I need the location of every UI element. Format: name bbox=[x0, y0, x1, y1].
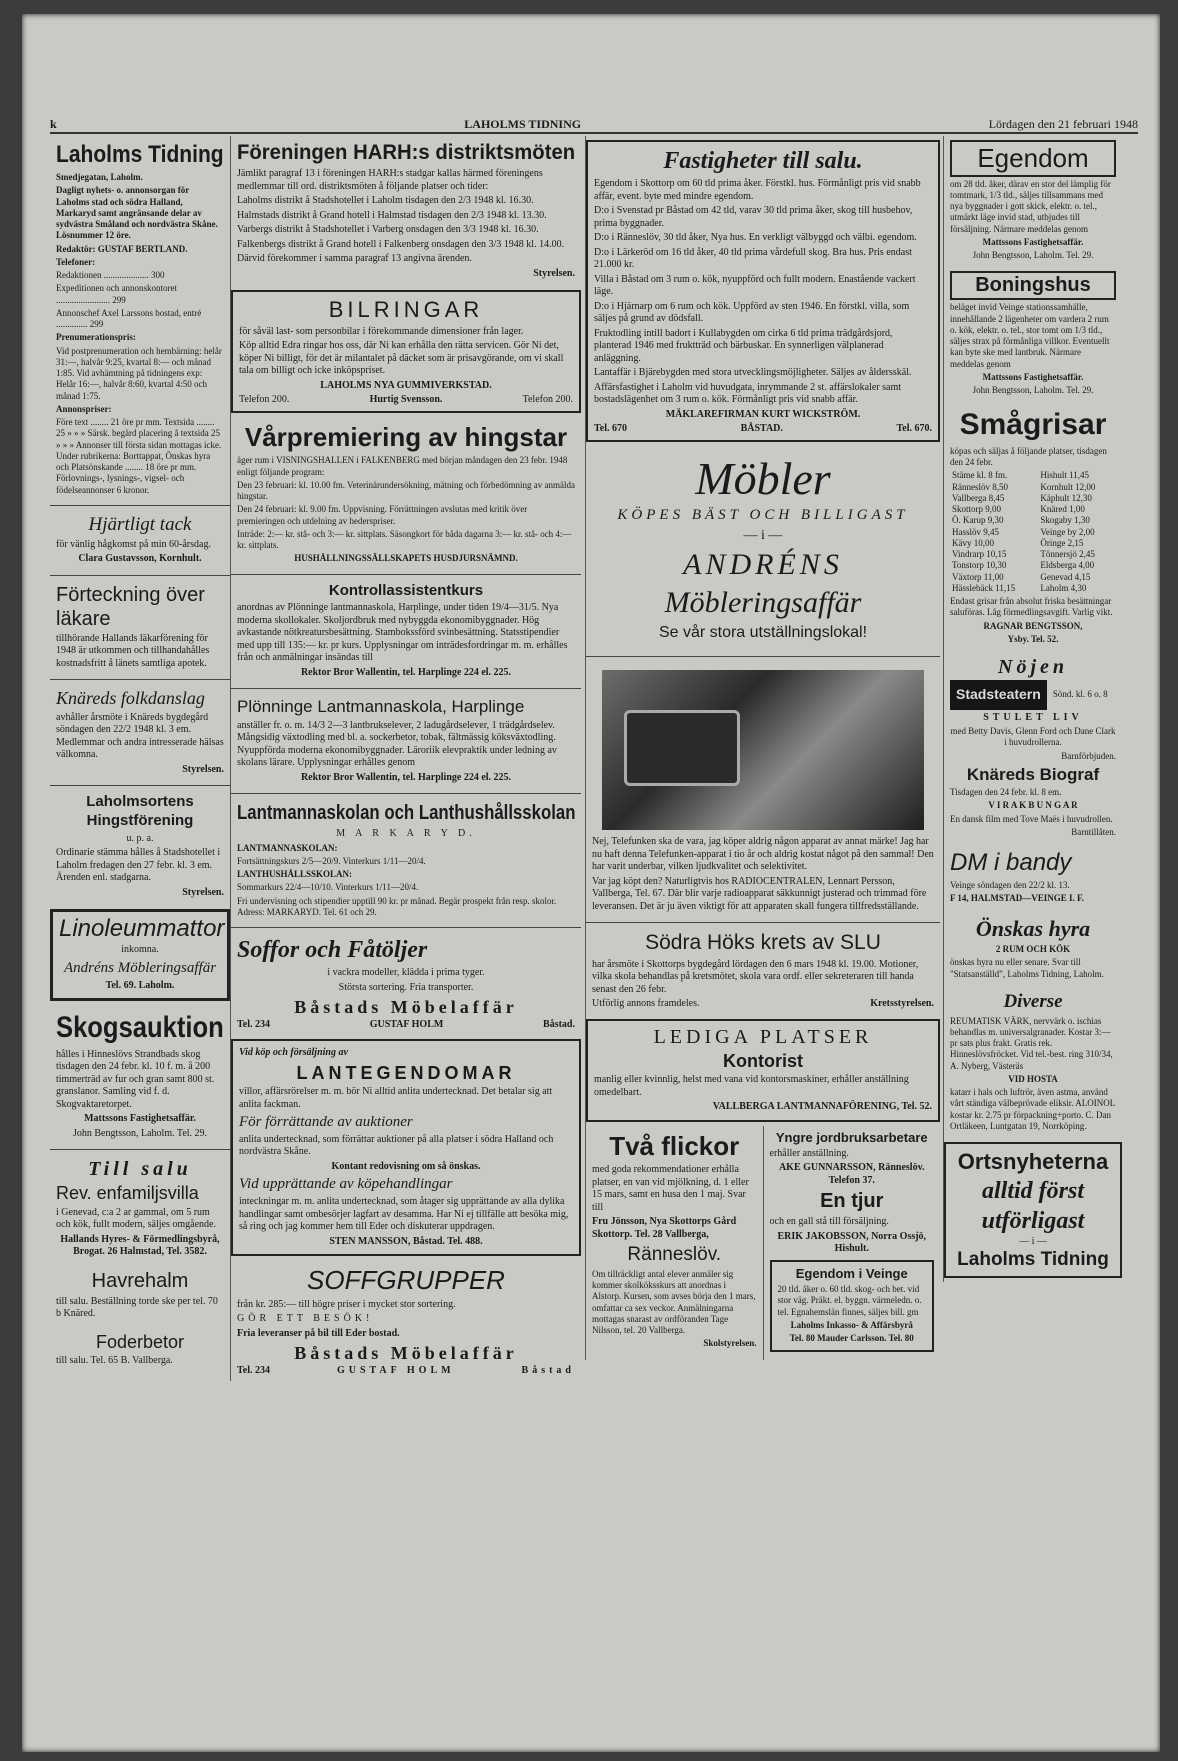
column-4 bbox=[943, 136, 1122, 1282]
ad-text: Nej, Telefunken ska de vara, jag köper aldrig någon apparat av annat märke! Jag har nu haft denna Telefunken-apparat i tio år och aldrig kostat något på den sammal! Den har varit underbar, vilken ljudkvalitet och selektivitet. bbox=[592, 836, 934, 873]
film-text: Tisdagen den 24 febr. kl. 8 em. bbox=[950, 787, 1062, 797]
ad-text: Största sortering. Fria transporter. bbox=[338, 981, 474, 993]
schedule-cell: Käphult 12,30 bbox=[1040, 492, 1092, 503]
ad-dm-bandy bbox=[944, 844, 1122, 911]
ad-text: anlita undertecknad, som förrättar auktioner på alla platser i södra Halland och nordvästra Skåne. bbox=[239, 1133, 554, 1158]
masthead-block bbox=[50, 136, 230, 502]
ad-tel: John Bengtsson, Laholm. Tel. 29. bbox=[72, 1127, 208, 1139]
column-1 bbox=[50, 136, 230, 1374]
ad-item: D:o i Svenstad pr Båstad om 42 tld, varav 30 tld prima åker, skog till husbehov, prima byggnader. bbox=[594, 205, 913, 229]
ad-veinge bbox=[770, 1260, 935, 1353]
ad-title: Soffor och Fåtöljer bbox=[237, 937, 428, 963]
ad-item: Lantaffär i Bjärebygden med stora utvecklingsmöjligheter. Säljes av åldersskäl. bbox=[594, 367, 912, 378]
ad-title: Boningshus bbox=[950, 271, 1116, 300]
ad-text: Om tillräckligt antal elever anmäler sig kommer skolköksskurs att anordnas i Alstorp. Kursen, som avses börja den 1 mars, omfattar ca sex veckor. Anmälningarna mottagas snarast av ordföranden Tage Nilsson, tel. 20 Vallberga. bbox=[592, 1268, 756, 1336]
section-title: Nöjen bbox=[998, 656, 1068, 678]
ad-title: Havrehalm bbox=[91, 1269, 189, 1292]
ad-text: Därvid förekommer i samma paragraf 13 angivna ärenden. bbox=[237, 253, 472, 265]
ad-title: Smågrisar bbox=[959, 408, 1107, 442]
film-text: med Betty Davis, Glenn Ford och Dane Clark i huvudrollerna. bbox=[950, 726, 1116, 748]
ad-title: Förteckning över läkare bbox=[56, 583, 205, 630]
ad-title: Diverse bbox=[1003, 990, 1063, 1012]
schedule-cell: Veinge by 2,00 bbox=[1040, 526, 1095, 537]
radio-photo bbox=[602, 670, 924, 830]
schedule-cell: Kornhult 12,00 bbox=[1040, 481, 1096, 492]
ad-footer bbox=[592, 998, 934, 1011]
ad-title: Fastigheter till salu. bbox=[663, 148, 863, 174]
ad-sign: Rektor Bror Wallentin, tel. Harplinge 224 el. 225. bbox=[300, 666, 512, 678]
knared-biograf-title: Knäreds Biograf bbox=[966, 764, 1100, 784]
ad-firm: Båstads Möbelaffär bbox=[294, 997, 518, 1017]
ad-text: Köp alltid Edra ringar hos oss, där Ni kan erhålla den rätta servicen. Gör Ni det, köper Ni billigt, för det är milantalet på däcket som är prisavgörande, om vi skall tala om billigt och icke inköpspriset. bbox=[239, 340, 564, 377]
schedule-cell: Tonstorp 10,30 bbox=[952, 560, 1007, 571]
ad-place: Båstad. bbox=[543, 1018, 575, 1030]
header-date: Lördagen den 21 februari 1948 bbox=[988, 117, 1138, 131]
phone-line: Annonschef Axel Larssons bostad, entré .............. 299 bbox=[56, 307, 202, 329]
schedule-cell: Knäred 1,00 bbox=[1040, 504, 1085, 514]
ad-tel: John Bengtsson, Laholm. Tel. 29. bbox=[972, 385, 1094, 395]
ad-firm: Mattssons Fastighetsaffär. bbox=[982, 371, 1084, 382]
ad-tel: Telefon 200. bbox=[522, 394, 573, 406]
ad-title: Möbler bbox=[695, 452, 831, 504]
schedule-table bbox=[950, 470, 1116, 594]
ad-subtitle: Rev. enfamiljsvilla bbox=[56, 1183, 199, 1204]
ad-item: Falkenbergs distrikt å Grand hotell i Falkenberg onsdagen den 3/3 1948 kl. 14.00. bbox=[237, 238, 565, 250]
ad-forteckning bbox=[50, 579, 230, 677]
schedule-cell: Skottorp 9,00 bbox=[952, 504, 1002, 514]
schedule-cell: Genevad 4,15 bbox=[1040, 571, 1091, 582]
ad-title: Linoleummattor bbox=[59, 915, 225, 942]
ad-title: Skogsauktion bbox=[56, 1011, 224, 1045]
ad-lediga-platser bbox=[586, 1019, 940, 1122]
promo-line: Ortsnyheterna bbox=[957, 1149, 1109, 1174]
ad-sign: AKE GUNNARSSON, Ränneslöv. Telefon 37. bbox=[778, 1162, 925, 1186]
ad-text: köpas och säljas å följande platser, tisdagen den 24 febr. bbox=[950, 445, 1107, 467]
ad-owner: GUSTAF HOLM bbox=[369, 1018, 444, 1030]
ad-title: LANTEGENDOMAR bbox=[296, 1062, 516, 1083]
ad-sign: Fru Jönsson, Nya Skottorps Gård Skottorp. Tel. 28 Vallberga, bbox=[592, 1216, 737, 1240]
ad-footer bbox=[239, 394, 573, 407]
schedule-row bbox=[950, 504, 1116, 515]
ad-text: och en gall stå till försäljning. bbox=[769, 1216, 889, 1228]
ad-text: GÖR ETT BESÖK! bbox=[237, 1313, 374, 1324]
prices-label: Prenumerationspris: bbox=[56, 332, 136, 343]
masthead-title: Laholms Tidning bbox=[56, 141, 224, 168]
ad-right-stack bbox=[763, 1126, 941, 1361]
column-3 bbox=[585, 136, 940, 1360]
ad-tel: Tel. 234 bbox=[237, 1018, 270, 1030]
ad-onskas-hyra bbox=[944, 911, 1122, 986]
header-title: LAHOLMS TIDNING bbox=[464, 117, 582, 131]
promo-line: alltid först bbox=[981, 1177, 1084, 1204]
ads-label: Annonspriser: bbox=[56, 403, 112, 414]
ad-title: Foderbetor bbox=[95, 1331, 185, 1352]
film-note: Barntillåten. bbox=[1071, 826, 1116, 837]
ad-sign: Rektor Bror Wallentin, tel. Harplinge 224 el. 225. bbox=[300, 771, 512, 783]
ad-item: Fruktodling intill badort i Kullabygden om cirka 6 tld prima trädgårdsjord, planterad 1946 med fruktträd och bärbuskar. En synnerligen välplanerad anläggning. bbox=[594, 327, 893, 364]
ad-text: katarr i hals och luftrör, även astma, använd vårt ständiga välbeprövade eliksir. ALOINOL kostar kr. 2.75 pr förpackning+porto. C. Dan Ortläkeen, Luntgatan 19, Norrköping. bbox=[950, 1087, 1115, 1131]
ad-firm: Mattssons Fastighetsaffär. bbox=[982, 236, 1084, 247]
schedule-row bbox=[950, 583, 1116, 594]
schedule-cell: Kävy 10,00 bbox=[952, 537, 994, 548]
ad-sign: Clara Gustavsson, Kornhult. bbox=[78, 553, 202, 564]
schedule-cell: Vindrarp 10,15 bbox=[952, 549, 1007, 559]
ad-harh bbox=[231, 136, 581, 286]
ad-soffor bbox=[231, 931, 581, 1035]
ad-text: i Genevad, c:a 2 ar gammal, om 5 rum och kök, fullt modern, säljes omgående. bbox=[56, 1206, 216, 1231]
ad-title: Två flickor bbox=[609, 1130, 740, 1161]
ad-tel: Tel. 69. Laholm. bbox=[105, 979, 175, 991]
ad-item: Halmstads distrikt å Grand hotell i Halmstad tisdagen den 2/3 1948 kl. 13.30. bbox=[237, 209, 547, 221]
ad-teams: F 14, HALMSTAD—VEINGE I. F. bbox=[950, 893, 1084, 904]
ad-firm: Båstads Möbelaffär bbox=[294, 1343, 518, 1363]
ad-text: Utförlig annons framdeles. bbox=[592, 998, 700, 1010]
ad-subtitle: Vid upprättande av köpehandlingar bbox=[239, 1176, 453, 1193]
ad-text: Var jag köpt den? Naturligtvis hos RADIOCENTRALEN, Lennart Persson, Vallberga, Tel. 67. Där blir varje radioapparat säkkunnigt justerad och trimmad före leveransen. Det är ju även viktigt för att apparaten skall fungera tillfredsställande. bbox=[592, 875, 927, 912]
ad-text: från kr. 285:— till högre priser i mycket stor sortering. bbox=[237, 1298, 456, 1310]
ad-title: DM i bandy bbox=[950, 849, 1072, 876]
ad-sign: ERIK JAKOBSSON, Norra Ossjö, Hishult. bbox=[777, 1230, 927, 1255]
ad-tel: Telefon 200. bbox=[239, 394, 290, 406]
ad-plonninge bbox=[231, 692, 581, 790]
ad-hingstforening bbox=[50, 789, 230, 905]
ad-text: KÖPES BÄST OCH BILLIGAST bbox=[617, 507, 909, 524]
ad-item: D:o i Lärkeröd om 16 tld åker, 40 tld prima vårdefull skog. Bra hus. Pris endast 21.000 kr. bbox=[594, 246, 912, 270]
ad-line: LANTHUSHÅLLSSKOLAN: bbox=[237, 869, 353, 879]
ad-text: Kontant redovisning om så önskas. bbox=[331, 1160, 481, 1172]
ad-text: villor, affärsrörelser m. m. bör Ni alltid anlita undertecknad. Det betalar sig att anlita fackman. bbox=[239, 1086, 553, 1110]
ad-text: 20 tld. åker o. 60 tld. skog- och bet. vid stor väg. Präkt. el. byggn. värmeledn. o. tel. Egnahemslän finnes, säljes bill. gm bbox=[777, 1284, 922, 1317]
ad-text: manlig eller kvinnlig, helst med vana vid kontorsmaskiner, erhåller anställning omedelbart. bbox=[594, 1074, 909, 1098]
ad-mobler bbox=[586, 446, 940, 654]
schedule-row bbox=[950, 527, 1116, 538]
ad-sep: — i — bbox=[743, 527, 783, 543]
ad-till-salu bbox=[50, 1153, 230, 1265]
ad-text: äger rum i VISNINGSHALLEN i FALKENBERG med början måndagen den 23 febr. 1948 enligt följande program: bbox=[237, 455, 568, 477]
prices-text: Vid postprenumeration och hembärning: helår 31:—, halvår 9:25, kvartal 8:— och månad 1:85. Vid avhämtning på tidningens exp: Helår 16:—, halvår 8:60, kvartal 4:50 och månad 1:75. bbox=[56, 345, 222, 401]
film-note: Barnförbjuden. bbox=[1061, 750, 1116, 761]
ad-text: för vänlig hågkomst på min 60-årsdag. bbox=[56, 538, 211, 550]
ad-firm2: Möbleringsaffär bbox=[664, 585, 862, 619]
promo-line: utförligast bbox=[981, 1207, 1085, 1234]
schedule-cell: Ränneslöv 8,50 bbox=[952, 481, 1008, 492]
ad-text: för såväl last- som personbilar i förekommande dimensioner från lager. bbox=[239, 325, 524, 337]
ad-title: En tjur bbox=[820, 1190, 884, 1213]
ad-foderbetor bbox=[50, 1327, 230, 1374]
ad-footer bbox=[237, 1019, 575, 1032]
ad-item: Laholms distrikt å Stadshotellet i Laholm tisdagen den 2/3 1948 kl. 16.30. bbox=[237, 195, 534, 207]
ad-title: Föreningen HARH:s distriktsmöten bbox=[237, 141, 576, 164]
ad-subtitle: Ränneslöv. bbox=[627, 1244, 722, 1266]
ad-item: D:o i Ränneslöv, 30 tld åker, Nya hus. En verkligt välbyggd och välbi. egendom. bbox=[594, 232, 917, 243]
ad-sub: u. p. a. bbox=[126, 832, 154, 844]
ad-egendom bbox=[944, 136, 1122, 267]
ad-title: Laholmsortens Hingstförening bbox=[86, 793, 194, 829]
ad-subtitle: VID HOSTA bbox=[1008, 1073, 1058, 1084]
ad-sub: M A R K A R Y D. bbox=[336, 828, 476, 839]
schedule-cell: Hässlebäck 11,15 bbox=[952, 582, 1016, 593]
ad-boningshus bbox=[944, 267, 1122, 402]
film-title: V I R A K B U N G A R bbox=[988, 800, 1078, 811]
ad-skogsauktion bbox=[50, 1005, 230, 1146]
masthead-editor: Redaktör: GUSTAF BERTLAND. bbox=[56, 243, 188, 254]
ad-text: avhåller årsmöte i Knäreds bygdegård söndagen den 22/2 1948 kl. 3 em. Medlemmar och andra intresserade hälsas välkomna. bbox=[56, 711, 224, 760]
ad-text: till salu. Tel. 65 B. Vallberga. bbox=[56, 1355, 173, 1367]
ad-line: Sommarkurs 22/4—10/10. Vinterkurs 1/11—20/4. bbox=[237, 882, 419, 893]
ad-sign: Styrelsen. bbox=[533, 267, 575, 279]
ad-title: BILRINGAR bbox=[328, 297, 484, 323]
ad-sign: STEN MANSSON, Båstad. Tel. 488. bbox=[329, 1235, 483, 1247]
stadsteatern-row bbox=[950, 680, 1116, 710]
ad-firm: LAHOLMS NYA GUMMIVERKSTAD. bbox=[320, 379, 492, 391]
ad-text: anordnas av Plönninge lantmannaskola, Harplinge, under tiden 19/4—31/5. Nya moderna skollokaler. Skoljordbruk med nybyggda ekonomibyggnader. Hög avkastande nötkreatursbesättning. Stambokssförd svinbesättning. Statsstipendier med upp till 135:— kr. pr kurs. Upplysningar om inträdesfordringar m. m. erhålles från och anmälningar insändas till bbox=[237, 602, 568, 664]
ad-text: anställer fr. o. m. 14/3 2—3 lantbrukselever, 2 ladugårdselever, 1 trädgårdselev. Mångsidig växtodling med bl. a. sockerbetor, tobak, fältmässig köksväxtodling. Nyuppförda moderna ekonomibyggnader. Läroriik elevpraktik under ledning av skolans lärare. Upplysningar erhålles genom bbox=[237, 719, 557, 768]
schedule-row bbox=[950, 470, 1116, 481]
ad-item: Varbergs distrikt å Stadshotellet i Varberg onsdagen den 3/3 1948 kl. 16.30. bbox=[237, 224, 539, 236]
ad-text: Fri undervisning och stipendier upptill 90 kr. pr månad. Begär prospekt från resp. skolor. Adress: MARKARYD. Tel. 61 och 29. bbox=[237, 895, 557, 917]
ad-ortsnyheterna bbox=[944, 1142, 1122, 1278]
schedule-cell: Öringe 2,15 bbox=[1040, 537, 1084, 548]
schedule-row bbox=[950, 515, 1116, 526]
schedule-cell: Växtorp 11,00 bbox=[952, 571, 1004, 582]
ad-text: inteckningar m. m. anlita undertecknad, som åtager sig upprättande av alla dylika handlingar samt ombesörjer lagfart av desamma. Har Ni ej tillfälle att besöka mig, så ring och jag kommer hem till Eder och diskuterar uppdragen. bbox=[239, 1196, 569, 1232]
ad-kontrollassistentkurs bbox=[231, 578, 581, 686]
ad-text: till salu. Beställning torde ske per tel. 70 b Knäred. bbox=[56, 1295, 218, 1320]
schedule-row bbox=[950, 549, 1116, 560]
ad-title: SOFFGRUPPER bbox=[307, 1265, 505, 1295]
schedule-cell: Laholm 4,30 bbox=[1040, 582, 1087, 593]
schedule-row bbox=[950, 572, 1116, 583]
ad-item: Egendom i Skottorp om 60 tld prima åker. Förstkl. hus. Förmånligt pris vid snabb affär, event. byte med mindre egendom. bbox=[594, 178, 921, 202]
ads-text: Före text ........ 21 öre pr mm. Textsida ........ 25 » » » Särsk. begärd placering å textsida 25 » » » Annonser till första sidan mottagas icke. Under rubrikerna: Borttappat, Önskas hyra och Platsönskande ........ 18 öre pr mm. Förlovnings-, lysnings-, vigsel- och födelseannonser 6 kronor. bbox=[56, 417, 222, 495]
ad-place: Båstad bbox=[521, 1364, 575, 1376]
ad-title: LEDIGA PLATSER bbox=[653, 1025, 873, 1048]
ad-tel: Tel. 670. bbox=[896, 423, 932, 434]
ad-tel: Tel. 234 bbox=[237, 1364, 270, 1376]
schedule-cell: Vallberga 8,45 bbox=[952, 492, 1005, 503]
ad-title: Till salu bbox=[88, 1158, 192, 1181]
ad-subtitle: För förrättande av auktioner bbox=[239, 1114, 413, 1130]
ad-linoleum bbox=[50, 909, 230, 1001]
ad-text: önskas hyra nu eller senare. Svar till "Statsanställd", Laholms Tidning, Laholm. bbox=[950, 957, 1104, 979]
ad-firm: Hallands Hyres- & Förmedlingsbyrå, Brogat. 26 Halmstad, Tel. 3582. bbox=[60, 1233, 220, 1258]
ad-title: Önskas hyra bbox=[975, 915, 1091, 941]
ad-tel: Tel. 670 bbox=[594, 423, 627, 434]
ad-lantmannaskolan bbox=[231, 797, 581, 924]
ad-tel: Ysby. Tel. 52. bbox=[1007, 633, 1059, 644]
ad-sign: Styrelsen. bbox=[182, 886, 224, 898]
ad-text: med goda rekommendationer erhålla platser, en van vid mjölkning, d. 1 eller 15 mars, samt en husa den 1 maj. Svar till bbox=[592, 1164, 749, 1213]
film-title: STULET LIV bbox=[983, 711, 1083, 723]
ad-title: Knäreds folkdanslag bbox=[56, 688, 205, 708]
ad-slogan: Se vår stora utställningslokal! bbox=[658, 624, 868, 642]
ad-item: D:o i Hjärnarp om 6 rum och kök. Uppförd av sten 1946. En förstkl. villa, som säljes på grund av dödsfall. bbox=[594, 300, 910, 324]
ad-line: LANTMANNASKOLAN: bbox=[237, 842, 338, 853]
ad-sign: RAGNAR BENGTSSON, bbox=[983, 620, 1083, 631]
schedule-cell: Stäme kl. 8 fm. bbox=[952, 470, 1008, 481]
ad-item: Affärsfastighet i Laholm vid huvudgata, inrymmande 2 st. affärslokaler samt bostadslägenhet om 3 rum o. kök. Förmånligt pris vid snabb affär. bbox=[594, 381, 902, 405]
ad-text: Veinge söndagen den 22/2 kl. 13. bbox=[950, 880, 1070, 890]
ad-owner: Hurtig Svensson. bbox=[369, 394, 443, 406]
page-header bbox=[50, 108, 1138, 134]
ad-intro: Vid köp och försäljning av bbox=[239, 1047, 348, 1058]
ad-item: Inträde: 2:— kr. stå- och 3:— kr. sittplats. Säsongkort för båda dagarna 3:— kr. stå- och 4:— kr. sittplats. bbox=[237, 528, 572, 550]
schedule-row bbox=[950, 560, 1116, 571]
ad-title: Egendom i Veinge bbox=[795, 1265, 908, 1281]
ad-sub: inkomna. bbox=[121, 944, 159, 956]
masthead-desc: Dagligt nyhets- o. annonsorgan för Laholms stad och södra Halland, Markaryd samt angränsande delar av sydvästra Småland och nordvästra Skåne. Lösnummer 12 öre. bbox=[56, 185, 218, 241]
show-time: Sönd. kl. 6 o. 8 bbox=[1052, 689, 1108, 700]
ad-item: Villa i Båstad om 3 rum o. kök, nyuppförd och fullt modern. Enastående vackert läge. bbox=[594, 273, 916, 297]
ad-text: i vackra modeller, klädda i prima tyger. bbox=[327, 967, 485, 978]
ad-item: Den 23 februari: kl. 10.00 fm. Veterinärundersökning, mätning och förbedömning av anmälda hingstar. bbox=[237, 479, 575, 501]
ad-title: Kontrollassistentkurs bbox=[328, 581, 484, 599]
ad-title: Södra Höks krets av SLU bbox=[645, 931, 881, 955]
ad-title: Plönninge Lantmannaskola, Harplinge bbox=[237, 697, 525, 717]
schedule-cell: Hishult 11,45 bbox=[1040, 470, 1090, 481]
phone-line: Expeditionen och annonskontoret ........................ 299 bbox=[56, 283, 177, 305]
ad-firm: Laholms Inkasso- & Affärsbyrå bbox=[790, 1319, 913, 1330]
ad-knareds-folkdanslag bbox=[50, 683, 230, 782]
ad-havrehalm bbox=[50, 1265, 230, 1327]
radio-set bbox=[624, 710, 740, 786]
ad-sign: Skolstyrelsen. bbox=[703, 1338, 757, 1349]
ad-text: Ordinarie stämma hålles å Stadshotellet i Laholm fredagen den 27 febr. kl. 3 em. Ärenden enl. stadgarna. bbox=[56, 847, 221, 883]
ad-diverse bbox=[944, 986, 1122, 1138]
stadsteatern-logo: Stadsteatern bbox=[950, 680, 1047, 710]
ad-sign: Styrelsen. bbox=[182, 763, 224, 775]
header-left-mark: k bbox=[50, 117, 57, 131]
phones-label: Telefoner: bbox=[56, 256, 96, 267]
ad-item: Den 24 februari: kl. 9.00 fm. Uppvisning. Förrättningen avslutas med kritik över premieringen och utdelning av hederspriser. bbox=[237, 504, 528, 526]
ad-text: Endast grisar från absolut friska besättningar saluföras. Låg förmedlingsavgift. Varlig vikt. bbox=[950, 596, 1113, 618]
ad-sub: 2 RUM OCH KÖK bbox=[995, 944, 1071, 954]
masthead-address: Smedjegatan, Laholm. bbox=[56, 172, 143, 182]
ad-firm: VALLBERGA LANTMANNAFÖRENING, Tel. 52. bbox=[712, 1101, 932, 1113]
film-text: En dansk film med Tove Maës i huvudrollen. bbox=[950, 813, 1113, 824]
schedule-cell: Tönnersjö 2,45 bbox=[1040, 549, 1095, 559]
ad-tel: John Bengtsson, Laholm. Tel. 29. bbox=[972, 250, 1094, 260]
ad-title: Vårpremiering av hingstar bbox=[244, 421, 568, 452]
nojen-section bbox=[944, 651, 1122, 844]
ads-row bbox=[586, 1126, 940, 1361]
ad-text: har årsmöte i Skottorps bygdegård lördagen den 6 mars 1948 kl. 19.00. Motioner, vilka skola behandlas på kretsmötet, skola vara ordf. eller sekreteraren till handa senast den 26 febr. bbox=[592, 958, 919, 995]
ad-text: Jämlikt paragraf 13 i föreningen HARH:s stadgar kallas härmed föreningens medlemmar till ord. distriktsmöten å följande platser och tider: bbox=[237, 168, 543, 192]
schedule-cell: Eldsberga 4,00 bbox=[1040, 560, 1095, 571]
ad-text: erhåller anställning. bbox=[769, 1147, 849, 1159]
ad-text: tillhörande Hallands läkarförening för 1948 är utkommen och tillhandahålles kostnadsfritt å länets samtliga apotek. bbox=[56, 632, 210, 669]
ad-sodra-hoks bbox=[586, 926, 940, 1014]
ad-text: REUMATISK VÄRK, nervvärk o. ischias behandlas m. universalgranader. Kostar 3:— pr sats plus frakt. Gratis rek. Hinneslövsfröcket. Vid tel.-best. ring 310/34, A. Nyberg, Västeräs bbox=[950, 1015, 1113, 1071]
schedule-row bbox=[950, 482, 1116, 493]
ad-firm: ANDRÉNS bbox=[683, 548, 843, 582]
ad-title: Hjärtligt tack bbox=[88, 513, 192, 535]
ad-text: Fria leveranser på bil till Eder bostad. bbox=[237, 1327, 400, 1339]
ad-owner: GUSTAF HOLM bbox=[336, 1364, 455, 1376]
ad-fastigheter bbox=[586, 140, 940, 442]
ad-text: beläget invid Veinge stationssamhälle, innehållande 2 lägenheter om vardera 2 rum o. kök, elektr. o. tel., stor tomt om 1/3 tld., säljes strax på förmånliga villkor. Eventuellt kan byte ske med lantbruk. Närmare meddelas genom bbox=[950, 302, 1110, 369]
ad-title: Yngre jordbruksarbetare bbox=[775, 1129, 928, 1145]
ad-place: BÅSTAD. bbox=[740, 423, 783, 434]
promo-line: Laholms Tidning bbox=[957, 1249, 1109, 1270]
schedule-cell: Skogaby 1,30 bbox=[1040, 515, 1090, 526]
ad-bilringar bbox=[231, 290, 581, 413]
schedule-row bbox=[950, 493, 1116, 504]
schedule-row bbox=[950, 538, 1116, 549]
ad-firm: Andréns Möbleringsaffär bbox=[63, 959, 217, 976]
ad-title: Egendom bbox=[950, 140, 1116, 177]
ad-radiocentralen bbox=[586, 660, 940, 919]
ad-firm: MÄKLAREFIRMAN KURT WICKSTRÖM. bbox=[665, 408, 861, 420]
schedule-cell: Ö. Karup 9,30 bbox=[952, 515, 1004, 526]
ad-lantegendomar bbox=[231, 1039, 581, 1256]
phone-line: Redaktionen .................... 300 bbox=[56, 270, 165, 280]
ad-sign: Kretsstyrelsen. bbox=[870, 998, 934, 1010]
ad-text: hålles i Hinneslövs Strandbads skog tisdagen den 24 febr. kl. 10 f. m. å 200 timmerträd av fur och gran samt 800 st. granslanor. Samling vid f. d. Skogvaktaretorpet. bbox=[56, 1048, 215, 1110]
promo-sep: — i — bbox=[1019, 1235, 1047, 1247]
ad-line: Fortsättningskurs 2/5—20/9. Vinterkurs 1/11—20/4. bbox=[237, 855, 426, 866]
ad-footer bbox=[237, 1365, 575, 1378]
ad-footer bbox=[594, 423, 932, 436]
ad-varpremiering bbox=[231, 417, 581, 571]
schedule-cell: Hasslöv 9,45 bbox=[952, 526, 999, 537]
ad-text: om 28 tld. åker, därav en stor del lämplig för tomtmark, 1/3 tld., säljes tillsammans med nya byggnader i gott skick, elektr. o. tel., utmärkt läge invid stad, utbjudes till försäljning. Närmare meddelas genom bbox=[950, 178, 1111, 234]
ad-firm: HUSHÅLLNINGSSÄLLSKAPETS HUSDJURSNÄMND. bbox=[294, 553, 518, 564]
ad-tel: Tel. 80 Mauder Carlsson. Tel. 80 bbox=[789, 1333, 914, 1344]
ad-title: Lantmannaskolan och Lanthushållsskolan bbox=[237, 802, 576, 824]
ad-smagrisar bbox=[944, 402, 1122, 651]
column-2 bbox=[230, 136, 581, 1381]
ad-subtitle: Kontorist bbox=[723, 1050, 803, 1071]
ad-soffgrupper bbox=[231, 1260, 581, 1381]
ad-firm: Mattssons Fastighetsaffär. bbox=[84, 1113, 196, 1125]
ad-hjartligt-tack bbox=[50, 509, 230, 572]
ad-tva-flickor bbox=[586, 1126, 763, 1361]
